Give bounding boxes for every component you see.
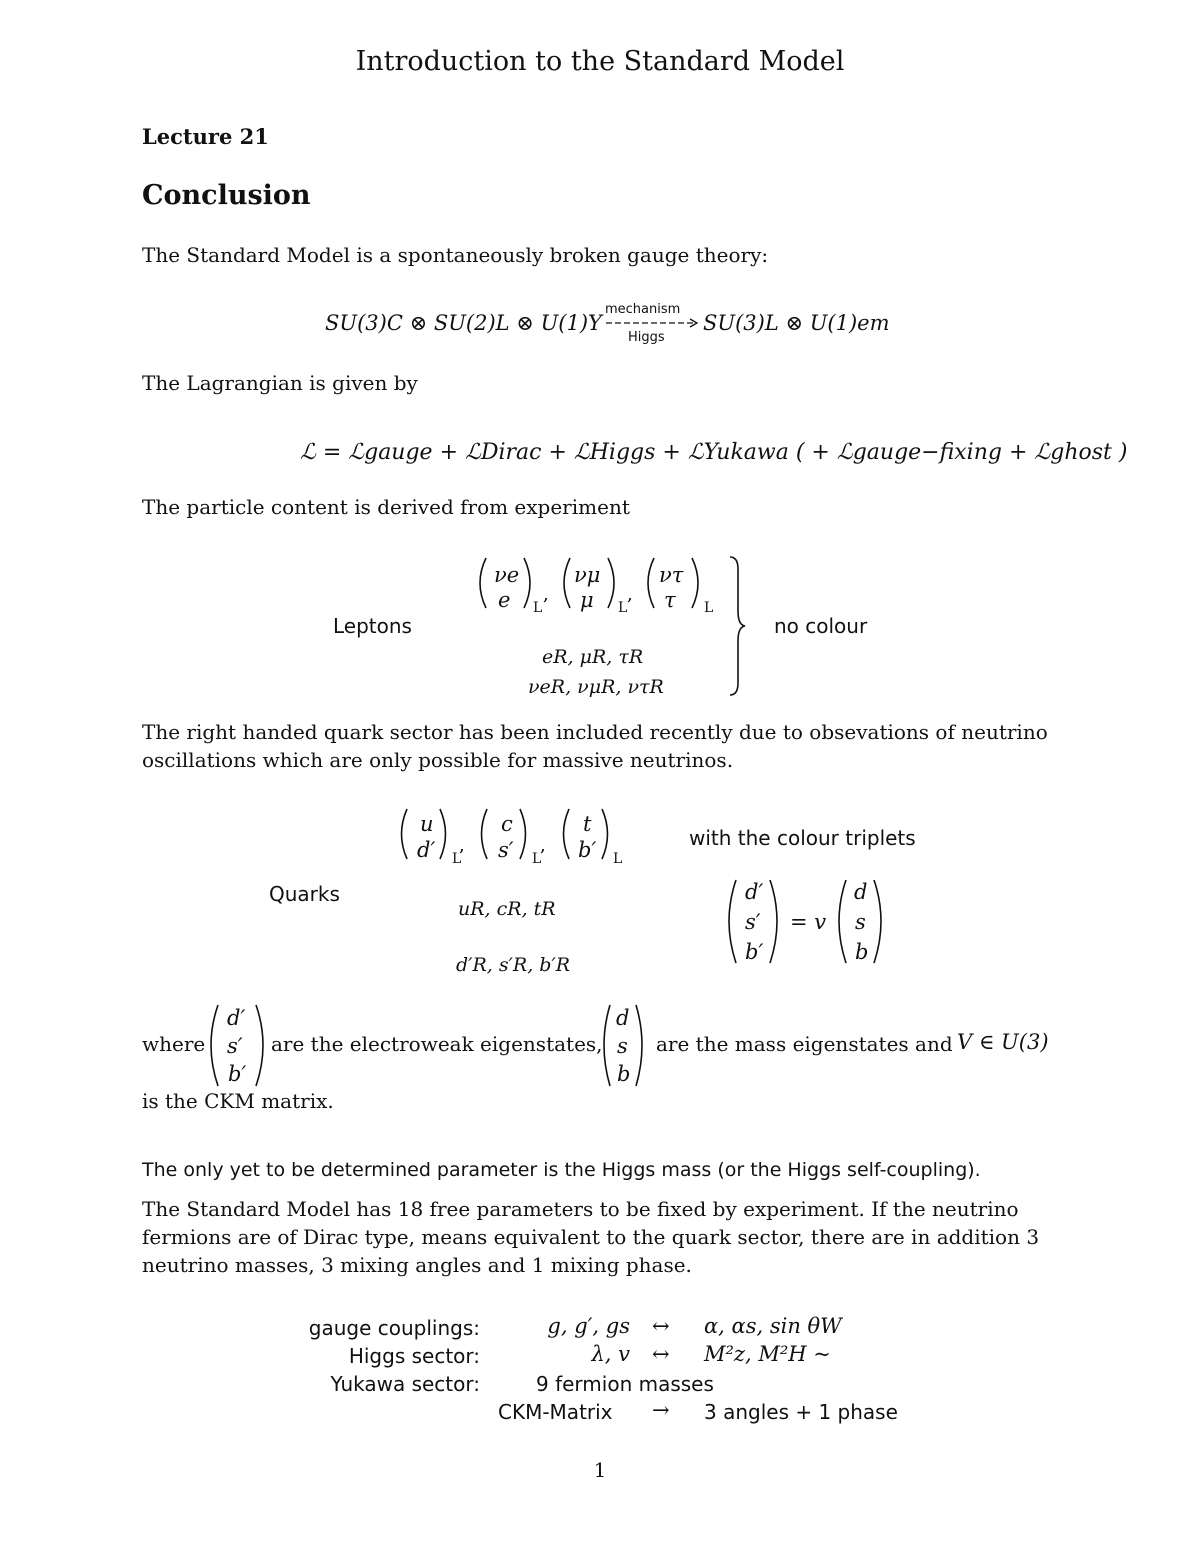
- triplet-rhs-entry: b: [855, 940, 869, 964]
- ew-vector-parentheses: [204, 1002, 274, 1092]
- quark-doublet-top: u: [420, 812, 434, 836]
- triplet-rhs-entry: d: [854, 880, 868, 904]
- where-text: where: [142, 1032, 206, 1056]
- table-row-label: Yukawa sector:: [330, 1372, 480, 1396]
- lepton-doublet-bottom: μ: [580, 588, 594, 612]
- lepton-doublet-sub: L: [533, 600, 543, 616]
- lagrangian-intro: The Lagrangian is given by: [142, 371, 418, 395]
- symmetry-breaking-lhs: SU(3)C ⊗ SU(2)L ⊗ U(1)Y: [325, 311, 602, 335]
- quark-intro-line-1: The right handed quark sector has been included recently due to obsevations of neutrino: [142, 720, 1048, 744]
- symmetry-breaking-rhs: SU(3)L ⊗ U(1)em: [703, 311, 890, 335]
- mass-vector-parentheses: [598, 1002, 658, 1092]
- quark-doublet-sub: L: [613, 851, 623, 867]
- lecture-label: Lecture 21: [142, 124, 269, 149]
- quarks-label: Quarks: [269, 882, 340, 906]
- particle-content-intro: The particle content is derived from experiment: [142, 495, 630, 519]
- colour-triplets-note: with the colour triplets: [689, 826, 916, 850]
- mass-eigenstates-text: are the mass eigenstates and: [656, 1032, 953, 1056]
- free-parameters-line-3: neutrino masses, 3 mixing angles and 1 mixing phase.: [142, 1253, 692, 1277]
- arrow-label-bottom: Higgs: [628, 330, 665, 345]
- quark-doublet-bottom: d′: [417, 838, 436, 862]
- quark-doublet-top: t: [583, 812, 592, 836]
- free-parameters-line-1: The Standard Model has 18 free parameters to be fixed by experiment. If the neutrino: [142, 1197, 1019, 1221]
- svg-text:,: ,: [543, 584, 549, 605]
- lepton-right-singlets-neutrinos: νeR, νμR, ντR: [528, 676, 664, 698]
- table-row-lhs: g, g′, gs: [547, 1314, 630, 1338]
- quark-doublet-bottom: s′: [498, 838, 514, 862]
- higgs-mass-note: The only yet to be determined parameter is the Higgs mass (or the Higgs self-coupling).: [142, 1159, 981, 1181]
- mass-vector-entry: d: [616, 1006, 630, 1030]
- page-number: 1: [593, 1458, 607, 1482]
- quark-doublet-sub: L: [532, 851, 542, 867]
- triplet-lhs-entry: s′: [745, 910, 761, 934]
- table-row-rhs: 3 angles + 1 phase: [704, 1400, 898, 1424]
- ckm-unitarity-formula: V ∈ U(3): [957, 1030, 1049, 1054]
- svg-text:,: ,: [459, 835, 465, 856]
- table-row-lhs: 9 fermion masses: [536, 1372, 714, 1396]
- table-row-label: gauge couplings:: [308, 1316, 480, 1340]
- triplet-parentheses: [722, 877, 892, 969]
- lepton-doublet-sub: L: [704, 600, 714, 616]
- svg-text:,: ,: [540, 835, 546, 856]
- ew-vector-entry: d′: [227, 1006, 246, 1030]
- electroweak-eigenstates-text: are the electroweak eigenstates,: [271, 1032, 603, 1056]
- lagrangian-formula: ℒ = ℒgauge + ℒDirac + ℒHiggs + ℒYukawa ( + ℒgauge−fixing + ℒghost ): [300, 440, 1128, 465]
- lepton-doublet-top: ντ: [659, 563, 684, 587]
- quark-right-singlets-down: d′R, s′R, b′R: [456, 954, 571, 976]
- right-curly-brace-icon: [728, 555, 748, 697]
- ckm-matrix-text: is the CKM matrix.: [142, 1089, 334, 1113]
- table-row-lhs: CKM-Matrix: [498, 1400, 613, 1424]
- quark-right-singlets-up: uR, cR, tR: [458, 898, 556, 920]
- lepton-doublet-bottom: e: [498, 588, 511, 612]
- lepton-doublet-sub: L: [618, 600, 628, 616]
- mass-vector-entry: s: [617, 1034, 628, 1058]
- lepton-doublet-bottom: τ: [664, 588, 676, 612]
- lepton-doublet-top: νe: [494, 563, 520, 587]
- triplet-lhs-entry: b′: [745, 940, 764, 964]
- table-row-rhs: M²z, M²H ~: [704, 1342, 831, 1366]
- triplet-equals-v: = v: [790, 910, 827, 934]
- intro-paragraph: The Standard Model is a spontaneously broken gauge theory:: [142, 243, 769, 267]
- quark-parentheses: [395, 806, 635, 866]
- table-row-label: Higgs sector:: [348, 1344, 480, 1368]
- quark-intro-line-2: oscillations which are only possible for massive neutrinos.: [142, 748, 734, 772]
- quark-doublet-bottom: b′: [578, 838, 597, 862]
- table-row-arrow: ↔: [652, 1342, 670, 1366]
- table-row-arrow: →: [652, 1398, 670, 1422]
- lepton-right-singlets-charged: eR, μR, τR: [542, 646, 644, 668]
- triplet-lhs-entry: d′: [745, 880, 764, 904]
- lepton-parentheses: [470, 555, 730, 615]
- free-parameters-line-2: fermions are of Dirac type, means equivalent to the quark sector, there are in addition 3: [142, 1225, 1040, 1249]
- page-title: Introduction to the Standard Model: [355, 46, 845, 77]
- leptons-label: Leptons: [333, 614, 412, 638]
- quark-doublet-sub: L: [452, 851, 462, 867]
- arrow-label-top: mechanism: [605, 302, 681, 317]
- mass-vector-entry: b: [617, 1062, 631, 1086]
- table-row-lhs: λ, v: [591, 1342, 630, 1366]
- section-heading: Conclusion: [142, 180, 311, 211]
- breaking-arrow-icon: [604, 318, 704, 328]
- lepton-doublet-top: νμ: [574, 563, 601, 587]
- no-colour-note: no colour: [774, 614, 868, 638]
- quark-doublet-top: c: [501, 812, 513, 836]
- table-row-rhs: α, αs, sin θW: [704, 1314, 842, 1338]
- ew-vector-entry: s′: [227, 1034, 243, 1058]
- svg-text:,: ,: [627, 584, 633, 605]
- ew-vector-entry: b′: [228, 1062, 247, 1086]
- triplet-rhs-entry: s: [855, 910, 866, 934]
- table-row-arrow: ↔: [652, 1314, 670, 1338]
